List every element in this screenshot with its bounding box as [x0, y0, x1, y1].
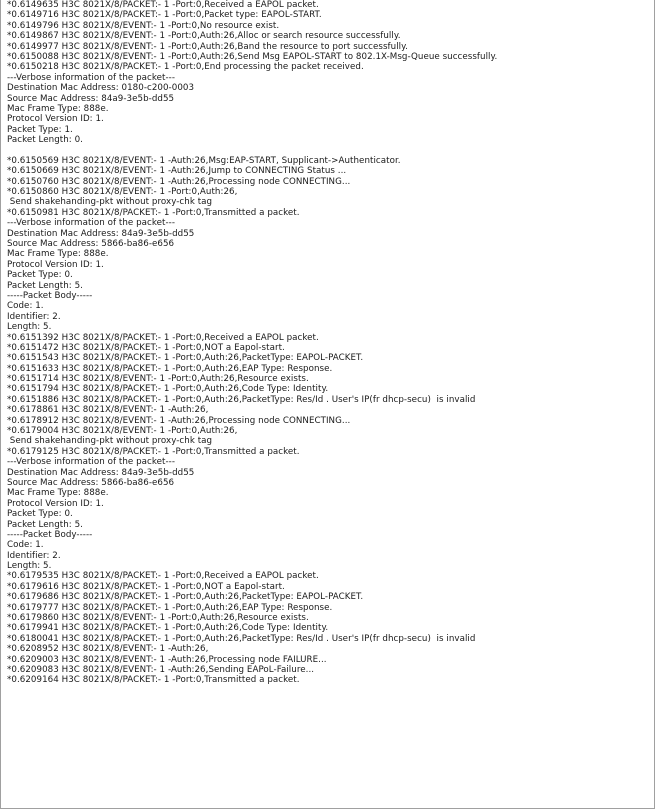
log-line: Identifier: 2.	[7, 550, 61, 561]
log-line: ---Verbose information of the packet---	[7, 457, 176, 468]
log-line: Mac Frame Type: 888e.	[7, 249, 109, 260]
log-line: Packet Length: 5.	[7, 519, 83, 530]
log-line: *0.6178912 H3C 8021X/8/EVENT:- 1 -Auth:26,Processing node CONNECTING...	[7, 415, 351, 426]
log-line: *0.6151472 H3C 8021X/8/PACKET:- 1 -Port:0,NOT a Eapol-start.	[7, 342, 285, 353]
log-line: *0.6179686 H3C 8021X/8/PACKET:- 1 -Port:0,Auth:26,PacketType: EAPOL-PACKET.	[7, 592, 364, 603]
log-line: Protocol Version ID: 1.	[7, 498, 104, 509]
log-line: *0.6178861 H3C 8021X/8/EVENT:- 1 -Auth:26,	[7, 405, 209, 416]
log-line: *0.6179616 H3C 8021X/8/PACKET:- 1 -Port:0,NOT a Eapol-start.	[7, 581, 285, 592]
log-line	[7, 145, 650, 155]
log-line: -----Packet Body-----	[7, 529, 93, 540]
log-line: Destination Mac Address: 84a9-3e5b-dd55	[7, 467, 195, 478]
log-line: -----Packet Body-----	[7, 290, 93, 301]
log-line: Mac Frame Type: 888e.	[7, 103, 109, 114]
log-line: Packet Type: 1.	[7, 124, 73, 135]
log-line: Source Mac Address: 5866-ba86-e656	[7, 238, 175, 249]
log-line: Packet Length: 0.	[7, 135, 83, 146]
log-line: *0.6151794 H3C 8021X/8/PACKET:- 1 -Port:0,Auth:26,Code Type: Identity.	[7, 384, 329, 395]
log-line: Source Mac Address: 5866-ba86-e656	[7, 477, 175, 488]
log-line: *0.6151392 H3C 8021X/8/PACKET:- 1 -Port:0,Received a EAPOL packet.	[7, 332, 319, 343]
log-line: *0.6150760 H3C 8021X/8/EVENT:- 1 -Auth:26,Processing node CONNECTING...	[7, 176, 351, 187]
log-line: *0.6179941 H3C 8021X/8/PACKET:- 1 -Port:0,Auth:26,Code Type: Identity.	[7, 623, 329, 634]
log-line: *0.6209164 H3C 8021X/8/PACKET:- 1 -Port:0,Transmitted a packet.	[7, 675, 300, 686]
log-line: ---Verbose information of the packet---	[7, 218, 176, 229]
log-line: *0.6151886 H3C 8021X/8/PACKET:- 1 -Port:0,Auth:26,PacketType: Res/Id . User's IP(fr dhcp-secu) is invalid	[7, 394, 476, 405]
log-line: *0.6150569 H3C 8021X/8/EVENT:- 1 -Auth:26,Msg:EAP-START, Supplicant->Authenticator.	[7, 155, 401, 166]
log-line: Send shakehanding-pkt without proxy-chk tag	[7, 197, 213, 208]
log-line: *0.6208952 H3C 8021X/8/EVENT:- 1 -Auth:26,	[7, 644, 209, 655]
log-line: Protocol Version ID: 1.	[7, 259, 104, 270]
log-line: *0.6149796 H3C 8021X/8/EVENT:- 1 -Port:0,No resource exist.	[7, 20, 280, 31]
log-line: *0.6150981 H3C 8021X/8/PACKET:- 1 -Port:0,Transmitted a packet.	[7, 207, 300, 218]
log-line: Mac Frame Type: 888e.	[7, 488, 109, 499]
log-line: *0.6179860 H3C 8021X/8/EVENT:- 1 -Port:0,Auth:26,Resource exists.	[7, 613, 309, 624]
log-line: *0.6149867 H3C 8021X/8/EVENT:- 1 -Port:0,Auth:26,Alloc or search resource successfully.	[7, 31, 401, 42]
log-line: ---Verbose information of the packet---	[7, 72, 176, 83]
log-line: Identifier: 2.	[7, 311, 61, 322]
log-line: *0.6179004 H3C 8021X/8/EVENT:- 1 -Port:0,Auth:26,	[7, 426, 238, 437]
log-line: Packet Length: 5.	[7, 280, 83, 291]
log-line: Length: 5.	[7, 322, 52, 333]
log-line: Destination Mac Address: 0180-c200-0003	[7, 83, 195, 94]
log-line: *0.6179535 H3C 8021X/8/PACKET:- 1 -Port:0,Received a EAPOL packet.	[7, 571, 319, 582]
log-line: Source Mac Address: 84a9-3e5b-dd55	[7, 93, 175, 104]
log-line: Length: 5.	[7, 561, 52, 572]
log-line: *0.6150860 H3C 8021X/8/EVENT:- 1 -Port:0,Auth:26,	[7, 187, 238, 198]
log-line: Packet Type: 0.	[7, 509, 73, 520]
log-line: Code: 1.	[7, 301, 44, 312]
log-line: *0.6149635 H3C 8021X/8/PACKET:- 1 -Port:0,Received a EAPOL packet.	[7, 0, 319, 10]
log-line: *0.6209083 H3C 8021X/8/EVENT:- 1 -Auth:26,Sending EAPoL-Failure...	[7, 665, 315, 675]
log-line: Packet Type: 0.	[7, 270, 73, 281]
log-line: *0.6150218 H3C 8021X/8/PACKET:- 1 -Port:0,End processing the packet received.	[7, 62, 364, 73]
log-line: *0.6179125 H3C 8021X/8/PACKET:- 1 -Port:0,Transmitted a packet.	[7, 446, 300, 457]
log-line: *0.6150669 H3C 8021X/8/EVENT:- 1 -Auth:26,Jump to CONNECTING Status ...	[7, 166, 347, 177]
log-line: *0.6180041 H3C 8021X/8/PACKET:- 1 -Port:0,Auth:26,PacketType: Res/Id . User's IP(fr dhcp-secu) is invalid	[7, 633, 476, 644]
log-line: *0.6151543 H3C 8021X/8/PACKET:- 1 -Port:0,Auth:26,PacketType: EAPOL-PACKET.	[7, 353, 364, 364]
log-line: *0.6149716 H3C 8021X/8/PACKET:- 1 -Port:0,Packet type: EAPOL-START.	[7, 10, 322, 21]
log-line: *0.6179777 H3C 8021X/8/PACKET:- 1 -Port:0,Auth:26,EAP Type: Response.	[7, 602, 333, 613]
debug-log-text	[7, 0, 650, 686]
log-line: *0.6209003 H3C 8021X/8/EVENT:- 1 -Auth:26,Processing node FAILURE...	[7, 654, 327, 665]
log-line: Code: 1.	[7, 540, 44, 551]
log-line: *0.6151714 H3C 8021X/8/EVENT:- 1 -Port:0,Auth:26,Resource exists.	[7, 374, 309, 385]
log-line: *0.6151633 H3C 8021X/8/PACKET:- 1 -Port:0,Auth:26,EAP Type: Response.	[7, 363, 333, 374]
log-line: *0.6149977 H3C 8021X/8/EVENT:- 1 -Port:0,Auth:26,Band the resource to port successfully.	[7, 41, 408, 52]
log-line: Send shakehanding-pkt without proxy-chk tag	[7, 436, 213, 447]
log-line: *0.6150088 H3C 8021X/8/EVENT:- 1 -Port:0,Auth:26,Send Msg EAPOL-START to 802.1X-Msg-Queue successfully.	[7, 51, 498, 62]
log-line: Destination Mac Address: 84a9-3e5b-dd55	[7, 228, 195, 239]
log-line: Protocol Version ID: 1.	[7, 114, 104, 125]
